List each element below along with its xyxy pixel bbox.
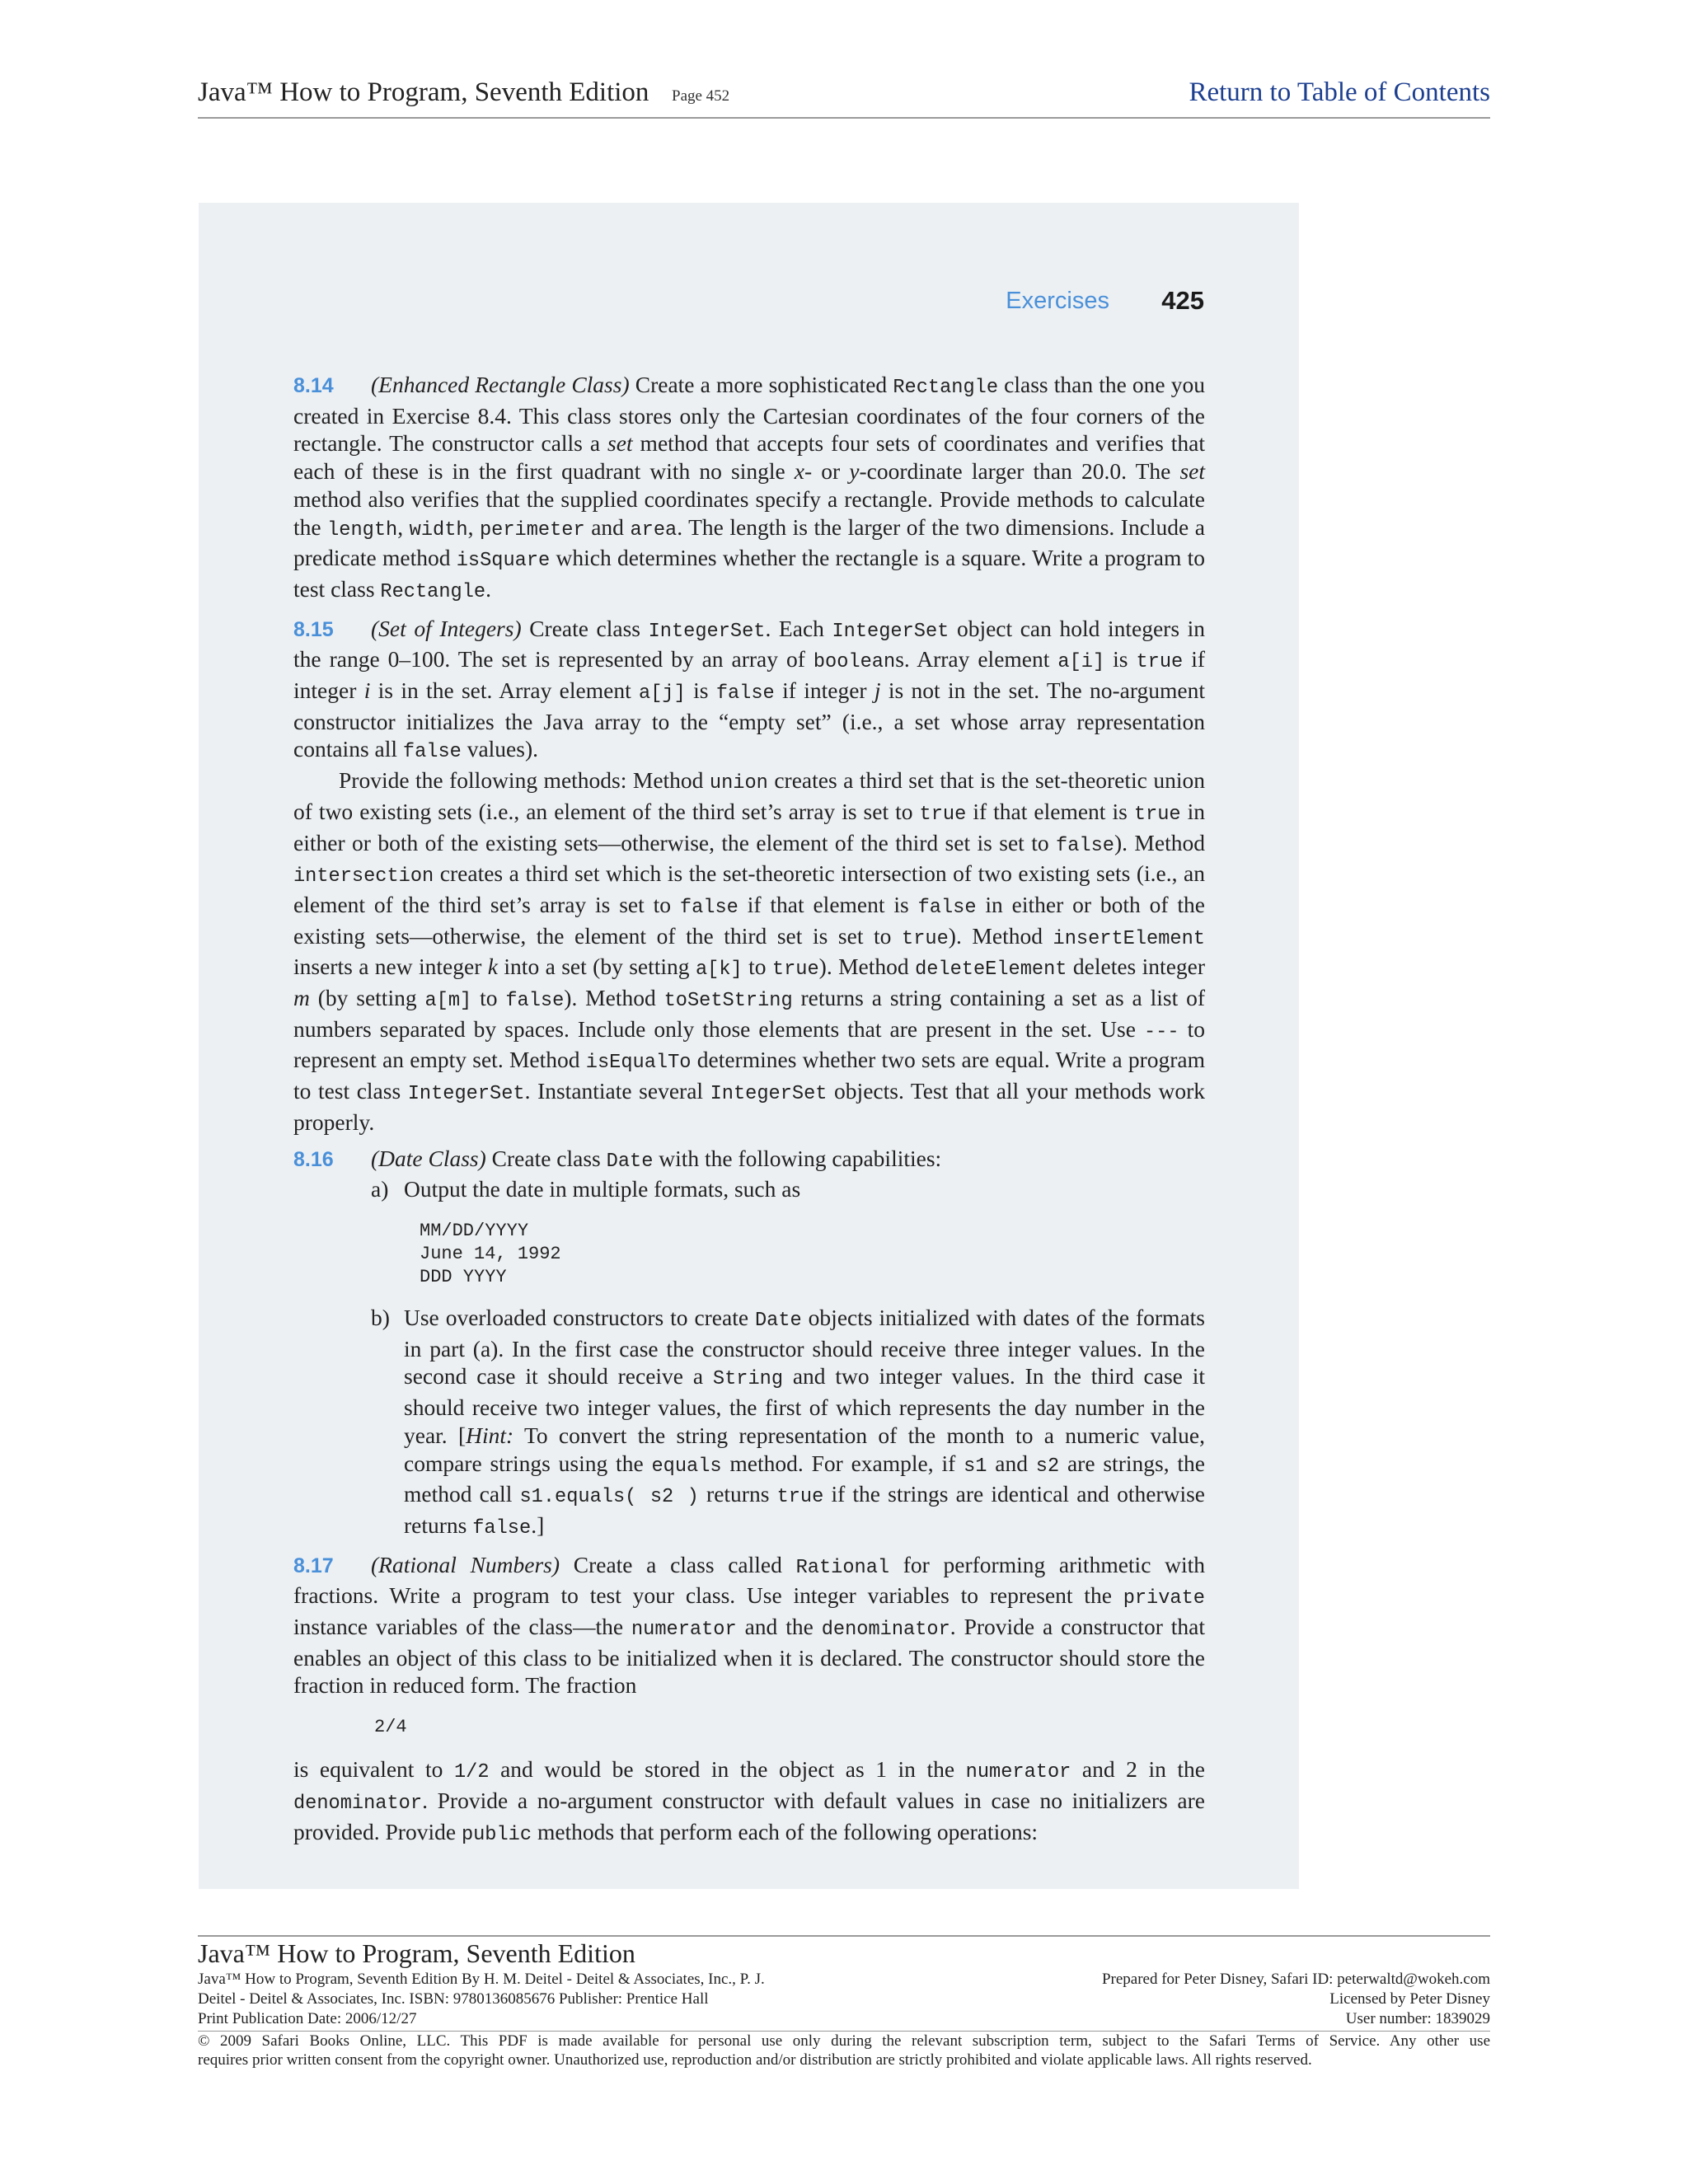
text: ). Method [818,954,916,980]
running-head: Exercises [1006,288,1109,314]
text: creates a third set that is the set-theoretic union of two existing sets (i.e., an element of the third set’s array is set to [293,767,1206,824]
text: in either or both of the existing sets—otherwise, the element of the third set is set to [293,798,1205,855]
text: objects initialized with dates of the formats in part (a). In the first case the constructor should receive three integer values. In the second case it should receive a [404,1304,1205,1390]
text: Output the date in multiple formats, such as [404,1176,801,1202]
text: , [467,513,480,540]
part-label: b) [371,1304,390,1330]
text: is not in the set. The no-argument constructor initializes the Java array to the “empty set” (i.e., a set whose array representation contains all [293,677,1205,762]
text: if integer [293,646,1206,704]
text: ). Method [1114,829,1205,855]
code-text: false [472,1516,532,1540]
text: . Provide a constructor that enables an object of this class to be initialized when it is declared. The constructor should store the fraction in reduced form. The fraction [293,1614,1206,1699]
text: is [1104,646,1137,673]
code-text: false [679,896,738,919]
text: ). Method [948,922,1053,949]
page-panel [199,203,1299,1889]
text: objects. Test that all your methods work properly. [293,1078,1205,1135]
exercise-content [293,371,1205,1849]
italic-text: i [363,677,371,704]
text: to represent an empty set. Method [293,1015,1206,1073]
text: and the [736,1614,822,1640]
code-text: toSetString [663,990,793,1013]
italic-text: Hint: [466,1422,514,1448]
text: if that element is [738,891,918,917]
text: instance variables of the class—the [293,1614,631,1640]
exercise-number: 8.16 [293,1147,334,1171]
code-text: false [715,682,775,705]
exercise-number: 8.15 [293,617,334,641]
text: returns [698,1481,777,1507]
footer-row [198,1990,1490,2009]
text: creates a third set which is the set-theoretic intersection of two existing sets (i.e., an element of the third set’s array is set to [293,860,1205,917]
toc-link[interactable]: Return to Table of Contents [1189,77,1490,107]
code-text: perimeter [480,518,585,541]
text: method. For example, if [721,1450,964,1476]
code-text: deleteElement [915,958,1067,982]
text: is in the set. Array element [370,677,640,704]
code-text: false [402,741,462,764]
text: method also verifies that the supplied coordinates specify a rectangle. Provide methods to calculate the [293,485,1205,540]
code-text: IntegerSet [648,620,766,643]
text: inserts a new integer [293,954,488,980]
code-text: String [712,1368,784,1391]
code-text: area [630,518,678,541]
text: To convert the string representation of the month to a numeric value, compare strings using the [404,1422,1206,1476]
text: returns a string containing a set as a list of numbers separated by spaces. Include only those elements that are present in the set. Use [293,985,1205,1042]
code-text: a[i] [1057,651,1105,674]
text: determines whether two sets are equal. Write a program to test class [293,1047,1205,1104]
text: if the strings are identical and otherwise returns [404,1481,1206,1538]
text: . Instantiate several [524,1078,710,1104]
code-text: true [771,958,819,982]
exercise-8-17 [293,1551,1205,1700]
code-text: a[m] [424,990,472,1013]
code-text: numerator [631,1619,737,1642]
code-text: false [505,990,565,1013]
code-text: width [409,518,468,541]
code-text: intersection [293,865,434,888]
text: and would be stored in the object as 1 in the [489,1756,966,1783]
book-title: Java™ How to Program, Seventh Edition [198,77,649,107]
code-text: true [776,1486,824,1509]
code-text: denominator [821,1619,950,1642]
text: class than the one you created in Exercise 8.4. This class stores only the Cartesian coordinates of the four corners of the rectangle. The constructor calls a [293,372,1206,457]
text: object can hold integers in the range 0–100. The set is represented by an array of [293,615,1205,673]
footer-publication-date: Print Publication Date: 2006/12/27 [198,2010,417,2027]
text: - or [804,458,850,485]
code-text: s1 [964,1455,987,1478]
code-text: boolean [813,651,896,674]
footer-row [198,1970,1490,1990]
footer-copyright-continued: requires prior written consent from the copyright owner. Unauthorized use, reproduction and/or distribution are strictly prohibited and violate applicable laws. All rights reserved. [198,2051,1312,2069]
code-text: IntegerSet [710,1083,828,1106]
exercise-8-16 [293,1145,1205,1176]
code-text: s2 [1035,1455,1060,1478]
text: to [471,985,506,1011]
text: s. Array element [895,646,1058,673]
exercise-number: 8.17 [293,1554,334,1577]
text: is [685,677,716,704]
page-label: Page 452 [672,87,730,105]
text: method that accepts four sets of coordinates and verifies that each of these is in the first quadrant with no single [293,430,1205,485]
part-label: a) [371,1176,389,1202]
italic-text: m [293,985,310,1011]
exercise-title: (Date Class) [371,1145,486,1171]
text: deletes integer [1067,954,1206,980]
code-text: Rectangle [380,580,486,603]
italic-text: y [849,458,860,485]
text: and [584,513,631,540]
code-text: equals [651,1455,722,1478]
page-header [198,76,1490,119]
code-text: false [917,896,977,919]
code-text: isSquare [456,550,551,573]
code-text: a[k] [695,958,743,982]
exercise-8-14 [293,371,1205,607]
text: if integer [774,677,874,704]
code-text: s1.equals( s2 ) [519,1486,699,1509]
footer-licensed-by: Licensed by Peter Disney [1329,1990,1490,2008]
footer-copyright: © 2009 Safari Books Online, LLC. This PDF is made available for personal use only during the relevant subscription term, subject to the Safari Terms of Service. Any other use [198,2032,1490,2050]
code-text: --- [1144,1020,1179,1043]
code-text: denominator [293,1792,423,1815]
fraction-code: 2/4 [374,1717,407,1738]
text: with the following capabilities: [653,1145,942,1171]
text: is equivalent to [293,1756,454,1783]
text: ). Method [564,985,664,1011]
italic-text: j [874,677,881,704]
text: to [742,954,772,980]
page-number: 425 [1161,286,1204,315]
exercise-8-17-continued [293,1755,1205,1849]
code-text: Date [606,1150,654,1173]
exercise-8-16-part-a [293,1175,1205,1203]
text: for performing arithmetic with fractions. Write a program to test your class. Use integer variables to represent the [293,1551,1205,1609]
code-text: Rational [795,1556,890,1579]
code-text: private [1123,1587,1205,1610]
text: in either or both of the existing sets—otherwise, the element of the third set is set to [293,891,1205,949]
italic-text: set [607,430,633,457]
exercise-8-15-methods [293,766,1205,1136]
code-text: length [327,518,398,541]
footer-user-number: User number: 1839029 [1345,2010,1490,2027]
code-text: true [1136,651,1184,674]
text: into a set (by setting [498,954,696,980]
italic-text: set [1179,458,1205,485]
text: Use overloaded constructors to create [404,1304,755,1330]
text: if that element is [966,798,1134,824]
text: Provide the following methods: Method [339,767,710,794]
code-text: true [919,803,967,826]
footer-book-title: Java™ How to Program, Seventh Edition [198,1938,635,1968]
code-text: Date [755,1309,802,1332]
page-footer [198,1935,1490,2069]
text: . Each [765,615,832,641]
text: Create a more sophisticated [629,372,893,397]
text: which determines whether the rectangle is a square. Write a program to test class [293,545,1205,602]
footer-row [198,2009,1490,2029]
code-text: Rectangle [893,377,999,399]
code-text: IntegerSet [832,620,950,643]
code-text: numerator [965,1761,1071,1784]
text: (by setting [309,985,425,1011]
text: and [987,1450,1036,1476]
footer-isbn: Deitel - Deitel & Associates, Inc. ISBN: 9780136085676 Publisher: Prentice Hall [198,1990,709,2008]
text: , [397,513,410,540]
footer-book-info: Java™ How to Program, Seventh Edition By H. M. Deitel - Deitel & Associates, Inc., P. J. [198,1971,765,1988]
code-text: 1/2 [453,1761,490,1784]
text: -coordinate larger than 20.0. The [859,458,1180,485]
code-text: true [902,927,949,950]
text: . The length is the larger of the two dimensions. Include a predicate method [293,513,1205,571]
code-text: public [461,1823,532,1846]
code-text: union [709,772,768,795]
text: values). [461,736,538,762]
exercise-8-15 [293,615,1205,767]
text: Create class [521,615,649,641]
exercise-title: (Set of Integers) [371,615,522,641]
code-text: isEqualTo [585,1052,692,1075]
footer-prepared-for: Prepared for Peter Disney, Safari ID: peterwaltd@wokeh.com [1101,1971,1490,1988]
italic-text: k [487,954,499,980]
code-text: true [1133,803,1181,826]
code-text: IntegerSet [407,1083,525,1106]
exercise-title: (Enhanced Rectangle Class) [371,372,630,397]
exercise-title: (Rational Numbers) [371,1551,560,1577]
code-text: a[j] [639,682,686,705]
text: Create class [485,1145,607,1171]
date-format-code: MM/DD/YYYY June 14, 1992 DDD YYYY [420,1220,561,1287]
text: methods that perform each of the following operations: [532,1818,1039,1844]
exercise-8-16-part-b [293,1304,1205,1543]
text: Create a class called [560,1551,796,1577]
text: and 2 in the [1071,1756,1205,1783]
text: are strings, the method call [404,1450,1205,1507]
text: .] [531,1511,545,1538]
code-text: insertElement [1053,927,1205,950]
code-text: false [1056,834,1114,857]
exercise-number: 8.14 [293,374,334,397]
text: . [485,575,491,602]
italic-text: x [794,458,805,485]
text: and two integer values. In the third case it should receive two integer values, the first of which represents the day number in the year. [ [404,1363,1205,1448]
text: . Provide a no-argument constructor with default values in case no initializers are provided. Provide [293,1787,1205,1844]
